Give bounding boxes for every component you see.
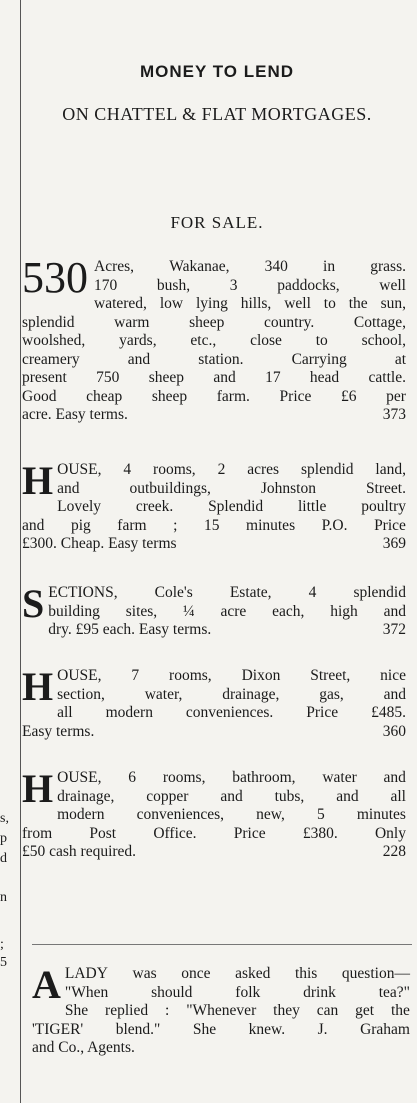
- ad-reference-number: 228: [382, 843, 406, 860]
- ad-tiger-tea: [32, 962, 410, 1058]
- ad-last-line: Easy terms. 360: [22, 722, 406, 740]
- ad-last-line: acre. Easy terms. 373: [22, 406, 406, 423]
- ad-line: present 750 sheep and 17 head cattle.: [22, 369, 406, 386]
- ad-line: LADY was once asked this question—: [64, 965, 410, 982]
- margin-fragment: d: [0, 851, 7, 866]
- ad-line: Lovely creek. Splendid little poultry: [57, 498, 406, 515]
- ad-530-acres: [22, 253, 406, 425]
- ad-last-line: dry. £95 each. Easy terms. 372: [48, 621, 406, 638]
- ad-reference-number: 372: [382, 621, 406, 638]
- heading-for-sale: FOR SALE.: [170, 213, 264, 232]
- ad-line: from Post Office. Price £380. Only: [22, 824, 406, 842]
- ad-reference-number: 360: [382, 722, 406, 740]
- ad-line: 'TIGER' blend." She knew. J. Graham: [32, 1020, 410, 1038]
- ad-reference-number: 373: [382, 406, 406, 423]
- ad-line: building sites, ¼ acre each, high and: [48, 602, 406, 620]
- ad-line: 170 bush, 3 paddocks, well: [94, 276, 406, 294]
- ad-line: watered, low lying hills, well to the sun,: [94, 295, 406, 312]
- ad-line: and pig farm ; 15 minutes P.O. Price: [22, 516, 406, 534]
- ad-line: splendid warm sheep country. Cottage,: [22, 313, 406, 331]
- ad-initial: A: [32, 962, 61, 1007]
- ad-line: ECTIONS, Cole's Estate, 4 splendid: [48, 584, 406, 601]
- ad-line: Good cheap sheep farm. Price £6 per: [22, 387, 406, 405]
- margin-fragment: ;: [0, 937, 4, 952]
- section-divider: [32, 944, 412, 945]
- margin-fragment: 5: [0, 955, 7, 970]
- ad-house-six-rooms: [22, 766, 406, 862]
- ad-last-line: £300. Cheap. Easy terms 369: [22, 535, 406, 552]
- ad-reference-number: 369: [382, 535, 406, 552]
- ad-initial: H: [22, 766, 54, 811]
- ad-house-johnston-street: [22, 458, 406, 554]
- ad-line: section, water, drainage, gas, and: [57, 685, 406, 703]
- ad-line: "When should folk drink tea?": [64, 983, 410, 1001]
- margin-fragment: p: [0, 831, 7, 846]
- heading-mortgages: ON CHATTEL & FLAT MORTGAGES.: [62, 104, 372, 124]
- ad-last-line: and Co., Agents.: [32, 1039, 135, 1056]
- ad-initial: H: [22, 458, 54, 503]
- ad-line: all modern conveniences. Price £485.: [57, 704, 406, 721]
- heading-money-to-lend: MONEY TO LEND: [139, 62, 295, 81]
- ad-initial: H: [22, 664, 54, 709]
- ad-line: OUSE, 6 rooms, bathroom, water and: [57, 769, 406, 786]
- ad-line: woolshed, yards, etc., close to school,: [22, 332, 406, 349]
- ad-sections-coles-estate: [22, 581, 406, 640]
- ad-initial: S: [22, 581, 45, 626]
- ad-line: drainage, copper and tubs, and all: [57, 787, 406, 805]
- ad-line: Acres, Wakanae, 340 in grass.: [94, 258, 406, 275]
- column-rule: [20, 0, 21, 1103]
- ad-line: OUSE, 4 rooms, 2 acres splendid land,: [57, 461, 406, 478]
- ad-initial: 530: [22, 253, 88, 302]
- ad-line: OUSE, 7 rooms, Dixon Street, nice: [57, 667, 406, 684]
- ad-last-line: £50 cash required. 228: [22, 843, 406, 860]
- ad-line: She replied : "Whenever they can get the: [64, 1002, 410, 1019]
- ad-line: creamery and station. Carrying at: [22, 350, 406, 368]
- ad-line: modern conveniences, new, 5 minutes: [57, 806, 406, 823]
- margin-fragment: s,: [0, 811, 9, 826]
- ad-house-dixon-street: [22, 664, 406, 741]
- margin-fragment: n: [0, 890, 7, 905]
- ad-line: and outbuildings, Johnston Street.: [57, 479, 406, 497]
